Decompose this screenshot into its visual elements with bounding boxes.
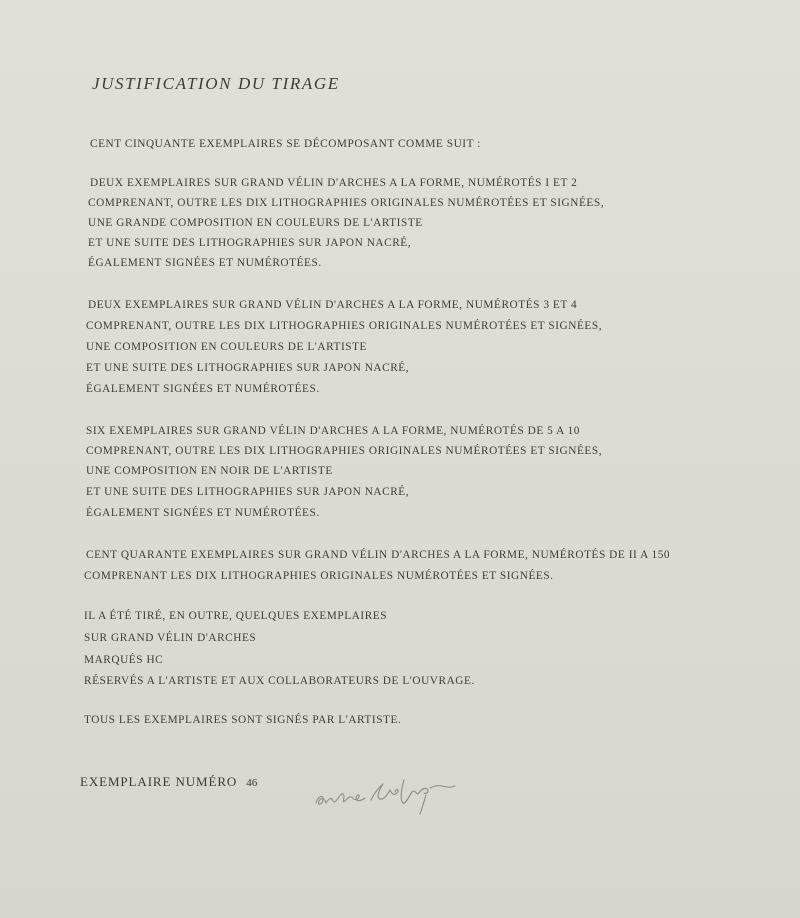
text-line: TOUS LES EXEMPLAIRES SONT SIGNÉS PAR L'ARTISTE. bbox=[84, 714, 402, 726]
text-line: ÉGALEMENT SIGNÉES ET NUMÉROTÉES. bbox=[86, 383, 320, 395]
exemplaire-label: EXEMPLAIRE NUMÉRO bbox=[80, 774, 238, 789]
text-line: DEUX EXEMPLAIRES SUR GRAND VÉLIN D'ARCHES A LA FORME, NUMÉROTÉS I ET 2 bbox=[90, 177, 578, 189]
exemplaire-number: 46 bbox=[246, 777, 258, 789]
text-line: ET UNE SUITE DES LITHOGRAPHIES SUR JAPON NACRÉ, bbox=[88, 237, 412, 249]
exemplaire-numero bbox=[80, 774, 257, 790]
text-line: ET UNE SUITE DES LITHOGRAPHIES SUR JAPON NACRÉ, bbox=[86, 362, 410, 374]
artist-signature bbox=[308, 770, 488, 820]
text-line: CENT QUARANTE EXEMPLAIRES SUR GRAND VÉLIN D'ARCHES A LA FORME, NUMÉROTÉS DE II A 150 bbox=[86, 549, 671, 561]
text-line: ET UNE SUITE DES LITHOGRAPHIES SUR JAPON NACRÉ, bbox=[86, 486, 410, 498]
text-line: SIX EXEMPLAIRES SUR GRAND VÉLIN D'ARCHES A LA FORME, NUMÉROTÉS DE 5 A 10 bbox=[86, 425, 580, 437]
text-line: UNE GRANDE COMPOSITION EN COULEURS DE L'ARTISTE bbox=[88, 217, 423, 229]
text-line: SUR GRAND VÉLIN D'ARCHES bbox=[84, 632, 257, 644]
page-title: JUSTIFICATION DU TIRAGE bbox=[92, 74, 340, 93]
text-line: COMPRENANT, OUTRE LES DIX LITHOGRAPHIES ORIGINALES NUMÉROTÉES ET SIGNÉES, bbox=[88, 197, 605, 209]
text-line: IL A ÉTÉ TIRÉ, EN OUTRE, QUELQUES EXEMPLAIRES bbox=[84, 610, 388, 622]
text-line: COMPRENANT, OUTRE LES DIX LITHOGRAPHIES ORIGINALES NUMÉROTÉES ET SIGNÉES, bbox=[86, 320, 603, 332]
text-line: COMPRENANT LES DIX LITHOGRAPHIES ORIGINALES NUMÉROTÉES ET SIGNÉES. bbox=[84, 570, 554, 582]
text-line: COMPRENANT, OUTRE LES DIX LITHOGRAPHIES ORIGINALES NUMÉROTÉES ET SIGNÉES, bbox=[86, 445, 603, 457]
text-line: ÉGALEMENT SIGNÉES ET NUMÉROTÉES. bbox=[86, 507, 320, 519]
text-line: UNE COMPOSITION EN NOIR DE L'ARTISTE bbox=[86, 465, 333, 477]
intro-line: CENT CINQUANTE EXEMPLAIRES SE DÉCOMPOSANT COMME SUIT : bbox=[90, 138, 481, 150]
text-line: MARQUÉS HC bbox=[84, 654, 164, 666]
text-line: RÉSERVÉS A L'ARTISTE ET AUX COLLABORATEURS DE L'OUVRAGE. bbox=[84, 675, 475, 687]
text-line: ÉGALEMENT SIGNÉES ET NUMÉROTÉES. bbox=[88, 257, 322, 269]
text-line: UNE COMPOSITION EN COULEURS DE L'ARTISTE bbox=[86, 341, 367, 353]
text-line: DEUX EXEMPLAIRES SUR GRAND VÉLIN D'ARCHES A LA FORME, NUMÉROTÉS 3 ET 4 bbox=[88, 299, 578, 311]
